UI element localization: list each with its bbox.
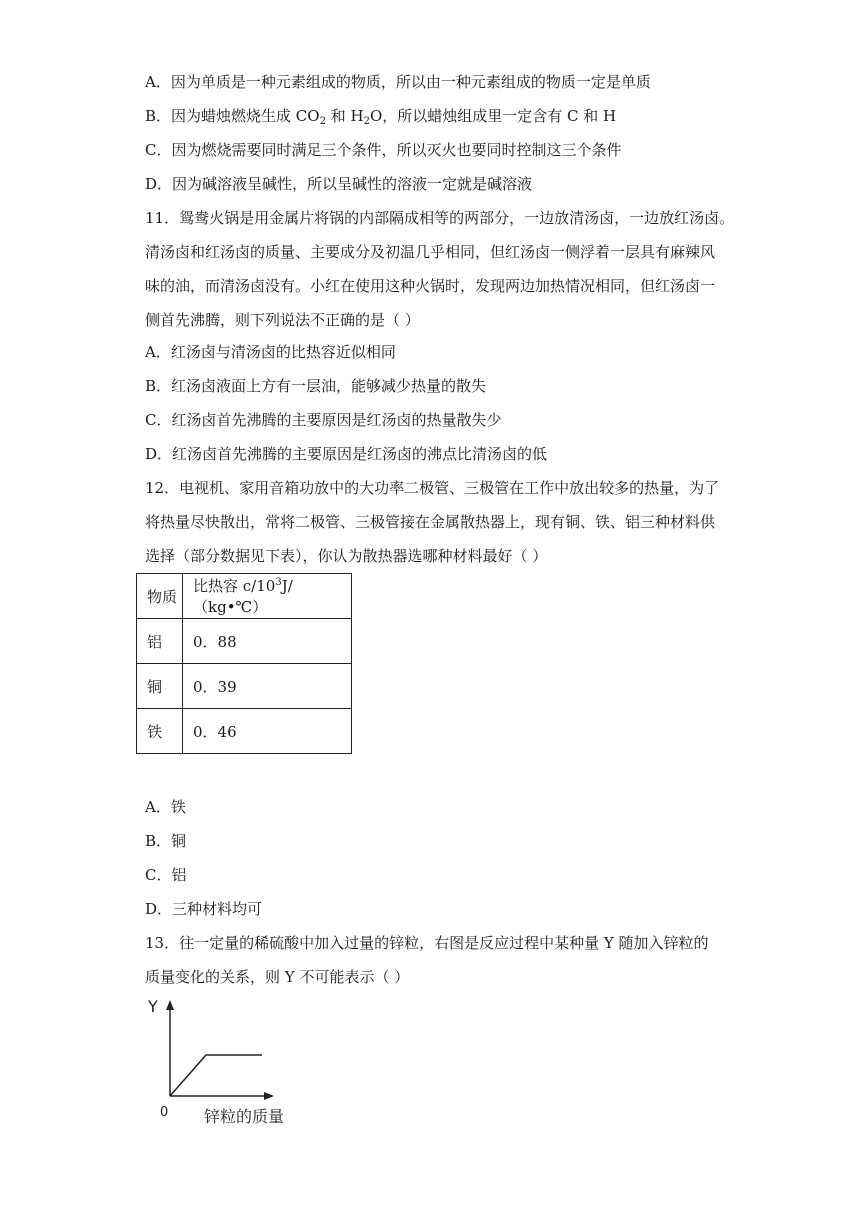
q11-stem-line-3: 味的油，而清汤卤没有。小红在使用这种火锅时，发现两边加热情况相同，但红汤卤一 xyxy=(145,277,716,295)
q11-option-b: B．红汤卤液面上方有一层油，能够减少热量的散失 xyxy=(145,377,487,395)
header-text-2: J/（kg•℃） xyxy=(193,577,293,616)
specific-heat-table xyxy=(136,573,352,754)
q12-option-c: C．铝 xyxy=(145,866,187,884)
table-cell-substance: 铜 xyxy=(137,664,183,709)
q11-stem-line-1: 11．鸳鸯火锅是用金属片将锅的内部隔成相等的两部分，一边放清汤卤，一边放红汤卤。 xyxy=(145,209,735,227)
table-row xyxy=(137,664,352,709)
graph-y-label: Y xyxy=(148,997,158,1016)
q10-option-b-text-2: 和 H xyxy=(325,107,364,125)
q11-option-a: A．红汤卤与清汤卤的比热容近似相同 xyxy=(145,343,396,361)
graph-origin-label: 0 xyxy=(160,1105,169,1120)
q12-option-a: A．铁 xyxy=(145,798,186,816)
q12-option-b: B．铜 xyxy=(145,832,187,850)
header-text-1: 比热容 c/10 xyxy=(193,577,276,595)
q10-option-b-sub-2: 2 xyxy=(363,116,370,127)
q13-stem-line-1: 13．往一定量的稀硫酸中加入过量的锌粒，右图是反应过程中某种量 Y 随加入锌粒的 xyxy=(145,934,709,952)
table-cell-value: 0．46 xyxy=(183,709,352,754)
graph-x-label: 锌粒的质量 xyxy=(204,1107,285,1126)
table-header-row xyxy=(137,574,352,619)
q11-stem-line-2: 清汤卤和红汤卤的质量、主要成分及初温几乎相同，但红汤卤一侧浮着一层具有麻辣风 xyxy=(145,243,716,261)
graph-y-arrow-icon xyxy=(166,1000,174,1010)
q10-option-b-sub-1: 2 xyxy=(319,116,326,127)
q12-stem-line-2: 将热量尽快散出，常将二极管、三极管接在金属散热器上，现有铜、铁、铝三种材料供 xyxy=(145,513,716,531)
table-header-substance: 物质 xyxy=(137,574,183,619)
table-row xyxy=(137,709,352,754)
q12-option-d: D．三种材料均可 xyxy=(145,900,263,918)
q12-stem-line-3: 选择（部分数据见下表），你认为散热器选哪种材料最好（ ） xyxy=(145,547,548,565)
q10-option-d: D．因为碱溶液呈碱性，所以呈碱性的溶液一定就是碱溶液 xyxy=(145,175,533,193)
header-sup: 3 xyxy=(275,577,282,588)
graph-curve xyxy=(170,1055,262,1096)
q10-option-b xyxy=(145,106,616,126)
table-cell-value: 0．39 xyxy=(183,664,352,709)
graph-x-arrow-icon xyxy=(264,1092,274,1100)
q11-option-d: D．红汤卤首先沸腾的主要原因是红汤卤的沸点比清汤卤的低 xyxy=(145,445,548,463)
q11-option-c: C．红汤卤首先沸腾的主要原因是红汤卤的热量散失少 xyxy=(145,411,502,429)
q10-option-c: C．因为燃烧需要同时满足三个条件，所以灭火也要同时控制这三个条件 xyxy=(145,141,622,159)
q10-option-a: A．因为单质是一种元素组成的物质，所以由一种元素组成的物质一定是单质 xyxy=(145,73,651,91)
q10-option-b-text-3: O，所以蜡烛组成里一定含有 C 和 H xyxy=(369,107,617,125)
table-cell-substance: 铁 xyxy=(137,709,183,754)
q13-graph xyxy=(140,992,310,1132)
q11-stem-line-4: 侧首先沸腾，则下列说法不正确的是（ ） xyxy=(145,311,420,329)
q10-option-b-text-1: B．因为蜡烛燃烧生成 CO xyxy=(145,107,320,125)
q13-stem-line-2: 质量变化的关系，则 Y 不可能表示（ ） xyxy=(145,968,410,986)
table-header-specific-heat xyxy=(183,574,352,619)
table-row xyxy=(137,619,352,664)
q12-stem-line-1: 12．电视机、家用音箱功放中的大功率二极管、三极管在工作中放出较多的热量，为了 xyxy=(145,479,720,497)
table-cell-substance: 铝 xyxy=(137,619,183,664)
table-cell-value: 0．88 xyxy=(183,619,352,664)
